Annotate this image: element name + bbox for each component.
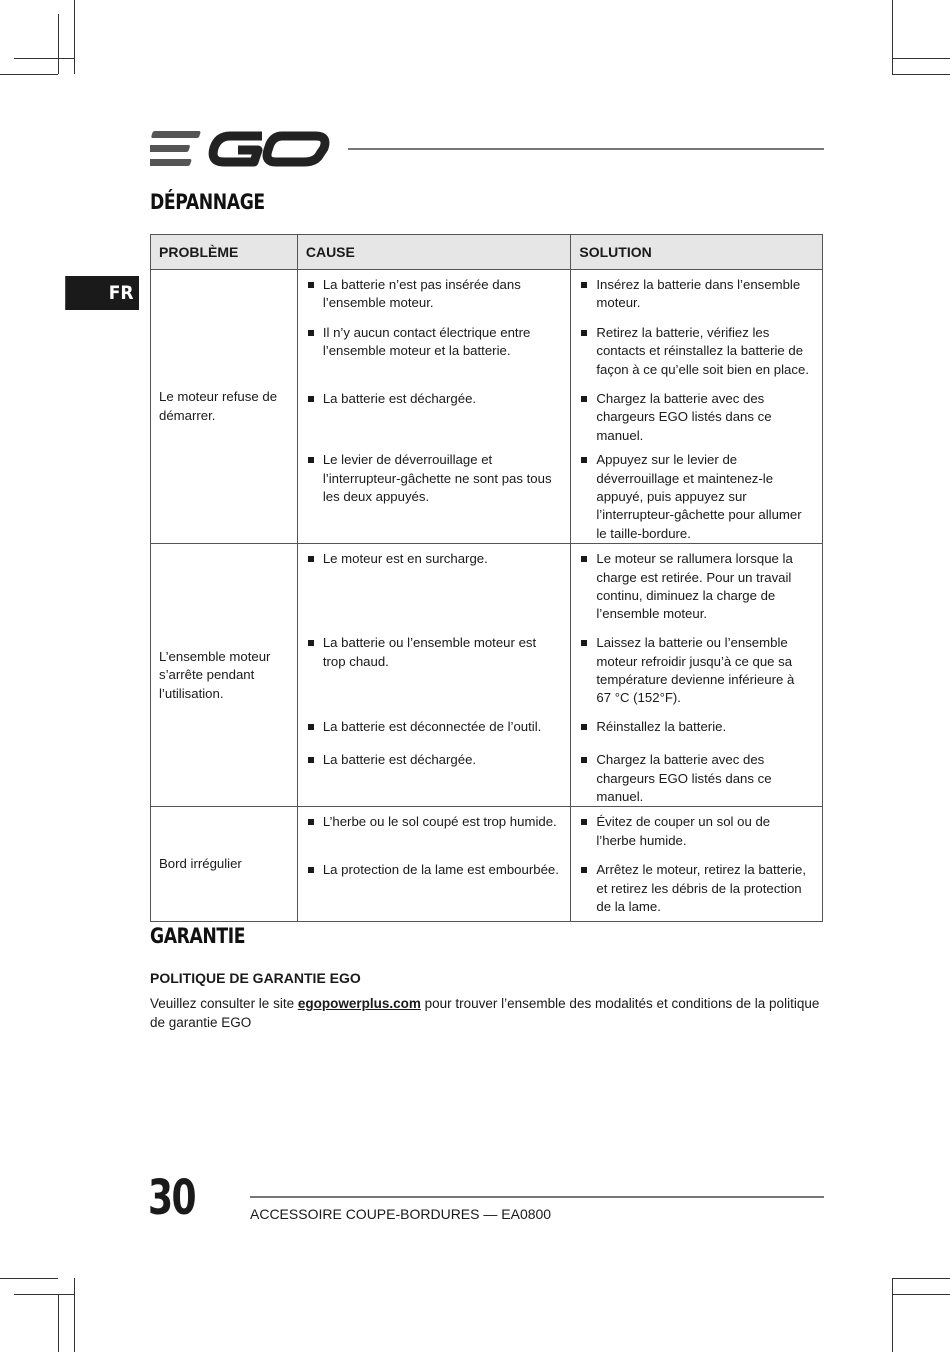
page-number: 30 (148, 1170, 196, 1226)
crop-mark (58, 1294, 59, 1352)
cause-cell (297, 318, 571, 384)
crop-mark (0, 1278, 58, 1279)
warranty-link[interactable]: egopowerplus.com (297, 996, 421, 1011)
crop-mark (892, 0, 893, 74)
cause-text: Le moteur est en surcharge. (308, 550, 561, 568)
cause-cell (297, 544, 571, 629)
solution-text: Le moteur se rallumera lorsque la charge est retirée. Pour un travail continu, diminuez la charge de l’ensemble moteur. (581, 550, 812, 624)
warranty-text (150, 994, 820, 1032)
crop-mark (892, 1294, 950, 1295)
cause-text: La batterie ou l’ensemble moteur est trop chaud. (308, 634, 561, 671)
solution-text: Évitez de couper un sol ou de l’herbe humide. (581, 813, 812, 850)
table-row (151, 807, 823, 856)
solution-cell (571, 807, 823, 856)
problem-cell: Le moteur refuse de démarrer. (151, 270, 298, 544)
cause-text: L’herbe ou le sol coupé est trop humide. (308, 813, 561, 831)
crop-mark (74, 1278, 75, 1352)
crop-mark (74, 0, 75, 74)
cause-text: La batterie est déconnectée de l’outil. (308, 718, 561, 736)
header-rule (348, 148, 824, 150)
solution-cell (571, 384, 823, 445)
solution-cell (571, 445, 823, 544)
cause-cell (297, 628, 571, 712)
cause-text: Le levier de déverrouillage et l’interrupteur-gâchette ne sont pas tous les deux appuyés. (308, 451, 561, 506)
warranty-subtitle: POLITIQUE DE GARANTIE EGO (150, 970, 361, 986)
crop-mark (14, 58, 74, 59)
troubleshooting-table (150, 234, 823, 922)
cause-cell (297, 445, 571, 544)
language-tab: FR (65, 276, 139, 310)
solution-cell (571, 544, 823, 629)
cause-text: La protection de la lame est embourbée. (308, 861, 561, 879)
cause-cell (297, 855, 571, 922)
solution-cell (571, 318, 823, 384)
crop-mark (892, 1278, 893, 1352)
solution-text: Chargez la batterie avec des chargeurs EGO listés dans ce manuel. (581, 751, 812, 806)
ego-logo (150, 128, 332, 170)
problem-cell: L’ensemble moteur s’arrête pendant l’utilisation. (151, 544, 298, 807)
solution-text: Insérez la batterie dans l’ensemble moteur. (581, 276, 812, 313)
warranty-title: GARANTIE (150, 924, 246, 948)
table-row (151, 270, 823, 319)
crop-mark (14, 1294, 74, 1295)
solution-cell (571, 712, 823, 745)
header-solution: SOLUTION (571, 235, 823, 270)
warranty-text-before: Veuillez consulter le site (150, 996, 298, 1011)
problem-cell: Bord irrégulier (151, 807, 298, 922)
cause-text: La batterie est déchargée. (308, 751, 561, 769)
cause-cell (297, 270, 571, 319)
crop-mark (0, 74, 58, 75)
table-row (151, 544, 823, 629)
crop-mark (58, 14, 59, 74)
solution-text: Arrêtez le moteur, retirez la batterie, et retirez les débris de la protection de la lame. (581, 861, 812, 916)
solution-cell (571, 270, 823, 319)
table-header-row (151, 235, 823, 270)
solution-cell (571, 855, 823, 922)
crop-mark (892, 74, 950, 75)
footer-rule (250, 1196, 824, 1198)
footer-doc-title: ACCESSOIRE COUPE-BORDURES — EA0800 (250, 1206, 552, 1222)
cause-cell (297, 807, 571, 856)
header-problem: PROBLÈME (151, 235, 298, 270)
crop-mark (892, 1278, 950, 1279)
warranty-text-after: pour trouver l’ensemble des modalités et conditions de la politique de garantie EGO (150, 996, 820, 1030)
cause-text: Il n’y aucun contact électrique entre l’ensemble moteur et la batterie. (308, 324, 561, 361)
solution-text: Appuyez sur le levier de déverrouillage et maintenez-le appuyé, puis appuyez sur l’interrupteur-gâchette pour allumer le taille-bordure. (581, 451, 812, 543)
solution-text: Retirez la batterie, vérifiez les contacts et réinstallez la batterie de façon à ce qu’elle soit bien en place. (581, 324, 812, 379)
solution-text: Réinstallez la batterie. (581, 718, 812, 736)
solution-cell (571, 745, 823, 807)
cause-cell (297, 384, 571, 445)
cause-text: La batterie est déchargée. (308, 390, 561, 408)
cause-cell (297, 712, 571, 745)
solution-text: Laissez la batterie ou l’ensemble moteur refroidir jusqu’à ce que sa température devienne inférieure à 67 °C (152°F). (581, 634, 812, 708)
cause-text: La batterie n’est pas insérée dans l’ensemble moteur. (308, 276, 561, 313)
header-cause: CAUSE (297, 235, 571, 270)
troubleshooting-title: DÉPANNAGE (150, 190, 265, 214)
solution-text: Chargez la batterie avec des chargeurs EGO listés dans ce manuel. (581, 390, 812, 445)
solution-cell (571, 628, 823, 712)
crop-mark (892, 58, 950, 59)
cause-cell (297, 745, 571, 807)
